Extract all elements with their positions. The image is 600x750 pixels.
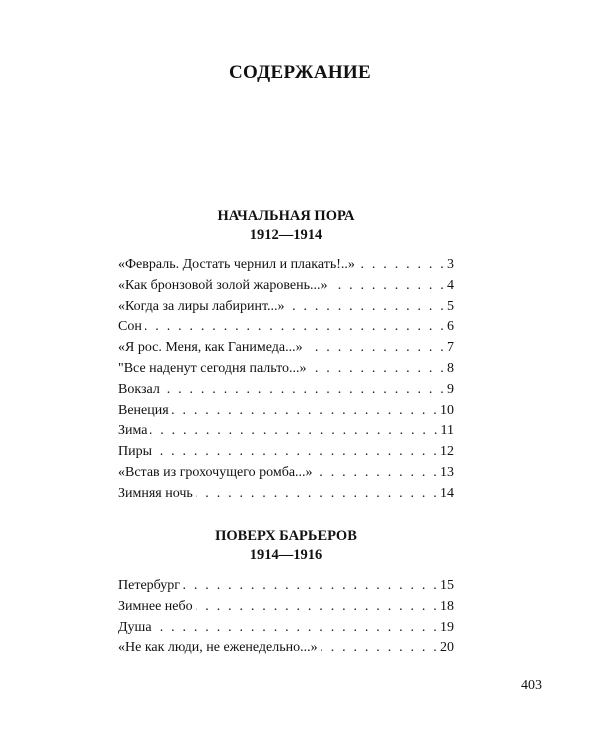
dot-leader: [155, 618, 439, 639]
dot-leader: [321, 638, 439, 659]
entry-page-number: 11: [440, 423, 454, 439]
entry-title: Сон: [118, 319, 142, 335]
entry-title: Венеция: [118, 402, 169, 418]
entry-page-number: 4: [447, 277, 454, 293]
dot-leader: [306, 338, 446, 359]
entry-title: «Февраль. Достать чернил и плакать!..»: [118, 257, 355, 272]
dot-leader: [150, 421, 439, 442]
section-years: 1914—1916: [249, 547, 323, 563]
dot-leader: [163, 380, 446, 401]
dot-leader: [155, 442, 439, 463]
entry-title: Зима: [118, 423, 148, 439]
entry-page-number: 15: [440, 578, 454, 593]
toc-section-2: [118, 527, 454, 659]
dot-leader: [316, 463, 439, 484]
toc-entry[interactable]: [118, 638, 454, 659]
entry-page-number: 20: [440, 640, 454, 656]
entry-page-number: 8: [447, 360, 454, 376]
toc-entry[interactable]: [118, 297, 454, 318]
entry-title: Зимняя ночь: [118, 485, 193, 501]
section-heading: ПОВЕРХ БАРЬЕРОВ: [215, 528, 357, 544]
entry-title: Пиры: [118, 444, 153, 460]
toc-entry[interactable]: [118, 359, 454, 380]
entry-title: «Встав из грохочущего ромба...»: [118, 464, 313, 480]
toc-entry[interactable]: [118, 255, 454, 276]
entry-title: «Я рос. Меня, как Ганимеда...»: [118, 340, 303, 356]
toc-entry[interactable]: [118, 401, 454, 422]
section-years: 1912—1914: [249, 227, 323, 243]
dot-leader: [172, 401, 439, 422]
entry-page-number: 7: [447, 340, 454, 356]
page-title: СОДЕРЖАНИЕ: [229, 62, 371, 83]
entry-page-number: 12: [440, 444, 454, 460]
entry-page-number: 13: [440, 464, 454, 480]
dot-leader: [331, 276, 447, 297]
dot-leader: [196, 597, 439, 618]
toc-entry[interactable]: [118, 442, 454, 463]
entry-title: Душа: [118, 619, 152, 635]
entry-page-number: 18: [440, 598, 454, 614]
entry-page-number: 3: [447, 257, 454, 272]
entry-page-number: 19: [440, 619, 454, 635]
toc-entry[interactable]: [118, 618, 454, 639]
toc-entry[interactable]: [118, 484, 454, 505]
toc-entry[interactable]: [118, 421, 454, 442]
entry-page-number: 9: [447, 381, 454, 397]
toc-entry[interactable]: [118, 597, 454, 618]
toc-entry[interactable]: [118, 338, 454, 359]
toc-section-1: [118, 207, 454, 505]
dot-leader: [196, 484, 439, 505]
toc-entry[interactable]: [118, 276, 454, 297]
page-number: 403: [521, 678, 542, 693]
toc-list: [118, 576, 454, 659]
entry-page-number: 14: [440, 485, 454, 501]
toc-entry[interactable]: [118, 463, 454, 484]
entry-title: «Не как люди, не еженедельно...»: [118, 640, 318, 656]
dot-leader: [310, 359, 446, 380]
entry-title: «Когда за лиры лабиринт...»: [118, 298, 285, 314]
entry-page-number: 10: [440, 402, 454, 418]
toc-entry[interactable]: [118, 576, 454, 597]
entry-title: "Все наденут сегодня пальто...»: [118, 360, 307, 376]
dot-leader: [358, 255, 446, 276]
entry-title: Зимнее небо: [118, 598, 193, 614]
entry-title: Вокзал: [118, 381, 160, 397]
toc-entry[interactable]: [118, 380, 454, 401]
toc-entry[interactable]: [118, 317, 454, 338]
dot-leader: [145, 317, 446, 338]
entry-page-number: 6: [447, 319, 454, 335]
entry-page-number: 5: [447, 298, 454, 314]
toc-list: [118, 255, 454, 505]
dot-leader: [288, 297, 446, 318]
dot-leader: [183, 576, 439, 597]
entry-title: Петербург: [118, 578, 180, 593]
section-heading: НАЧАЛЬНАЯ ПОРА: [217, 208, 355, 224]
entry-title: «Как бронзовой золой жаровень...»: [118, 277, 328, 293]
